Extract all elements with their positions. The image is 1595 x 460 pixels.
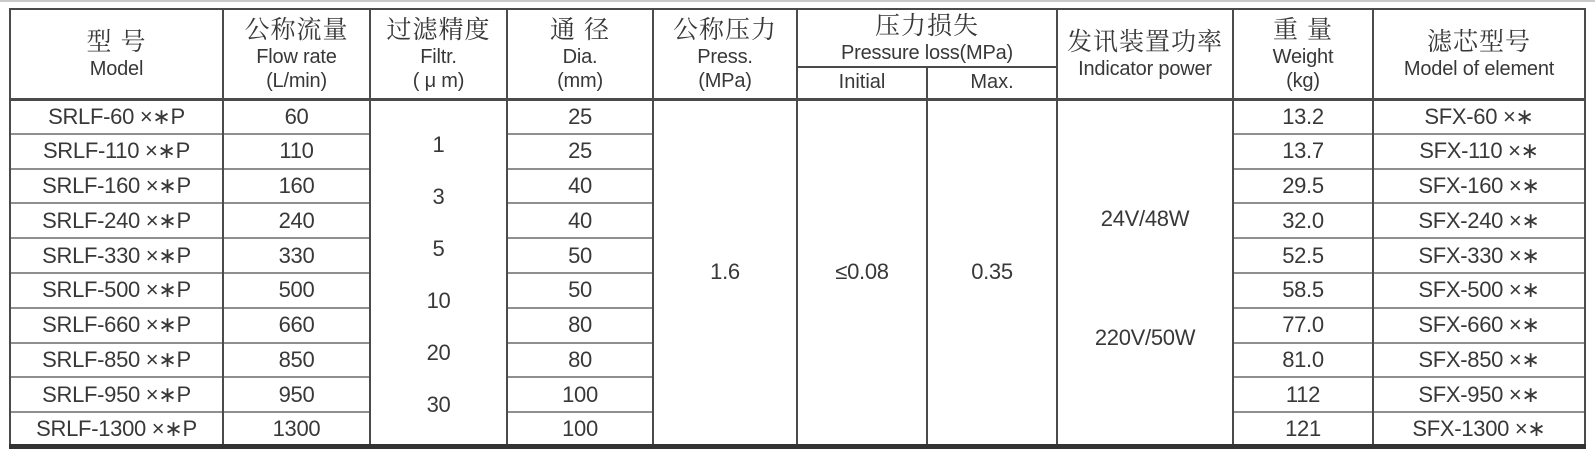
cell-flow: 1300 <box>223 412 370 447</box>
col-header-filtration-zh: 过滤精度 <box>386 15 491 44</box>
col-header-diameter-en: Dia. <box>562 45 598 68</box>
cell-element: SFX-850 ×∗ <box>1373 343 1585 378</box>
cell-model: SRLF-160 ×∗P <box>10 169 223 204</box>
col-header-pressure-unit: (MPa) <box>698 69 752 92</box>
col-header-pressure <box>653 9 797 99</box>
cell-element: SFX-240 ×∗ <box>1373 203 1585 238</box>
col-header-pressure-zh: 公称压力 <box>672 15 777 44</box>
pressure-loss-max-value: 0.35 <box>971 259 1013 285</box>
cell-weight: 121 <box>1233 412 1373 447</box>
cell-pressure-loss-initial <box>797 99 927 447</box>
col-header-diameter-unit: (mm) <box>557 69 603 92</box>
col-header-loss-max: Max. <box>927 67 1057 99</box>
table-row <box>10 99 1585 134</box>
col-header-flow-zh: 公称流量 <box>244 15 349 44</box>
cell-weight: 77.0 <box>1233 308 1373 343</box>
cell-model: SRLF-1300 ×∗P <box>10 412 223 447</box>
col-header-weight <box>1233 9 1373 99</box>
col-header-element-model-zh: 滤芯型号 <box>1426 27 1531 56</box>
col-header-pressure-en: Press. <box>697 45 753 68</box>
col-header-element-model-en: Model of element <box>1403 57 1555 80</box>
cell-model: SRLF-60 ×∗P <box>10 99 223 134</box>
col-header-model <box>10 9 223 99</box>
col-header-model-zh: 型 号 <box>86 27 147 56</box>
cell-weight: 112 <box>1233 377 1373 412</box>
cell-weight: 52.5 <box>1233 238 1373 273</box>
cell-element: SFX-60 ×∗ <box>1373 99 1585 134</box>
cell-weight: 58.5 <box>1233 273 1373 308</box>
cell-pressure-loss-max <box>927 99 1057 447</box>
cell-diameter: 100 <box>507 412 653 447</box>
cell-flow: 660 <box>223 308 370 343</box>
col-header-pressure-loss <box>797 9 1057 67</box>
col-header-weight-unit: (kg) <box>1286 69 1320 92</box>
filtration-value: 5 <box>432 236 445 262</box>
cell-element: SFX-1300 ×∗ <box>1373 412 1585 447</box>
col-header-weight-en: Weight <box>1272 45 1334 68</box>
indicator-power-value: 24V/48W <box>1100 205 1190 231</box>
col-header-filtration-unit: ( μ m) <box>412 69 465 92</box>
filtration-value: 30 <box>426 392 451 418</box>
cell-flow: 330 <box>223 238 370 273</box>
filtration-value: 10 <box>426 288 451 314</box>
cell-element: SFX-660 ×∗ <box>1373 308 1585 343</box>
cell-element: SFX-330 ×∗ <box>1373 238 1585 273</box>
cell-diameter: 50 <box>507 273 653 308</box>
cell-model: SRLF-850 ×∗P <box>10 343 223 378</box>
nominal-pressure-value: 1.6 <box>710 259 740 285</box>
cell-element: SFX-500 ×∗ <box>1373 273 1585 308</box>
col-header-indicator-power-zh: 发讯装置功率 <box>1066 27 1223 56</box>
cell-indicator-power <box>1057 99 1233 447</box>
col-header-flow-unit: (L/min) <box>266 69 327 92</box>
cell-flow: 500 <box>223 273 370 308</box>
page-top-rule <box>0 0 1595 2</box>
col-header-indicator-power-en: Indicator power <box>1078 57 1212 80</box>
cell-flow: 60 <box>223 99 370 134</box>
col-header-element-model <box>1373 9 1585 99</box>
cell-model: SRLF-660 ×∗P <box>10 308 223 343</box>
cell-element: SFX-950 ×∗ <box>1373 377 1585 412</box>
cell-diameter: 25 <box>507 99 653 134</box>
cell-weight: 13.2 <box>1233 99 1373 134</box>
col-header-pressure-loss-en: Pressure loss(MPa) <box>841 42 1013 64</box>
cell-model: SRLF-500 ×∗P <box>10 273 223 308</box>
cell-model: SRLF-110 ×∗P <box>10 134 223 169</box>
cell-element: SFX-110 ×∗ <box>1373 134 1585 169</box>
col-header-filtration <box>370 9 507 99</box>
cell-diameter: 80 <box>507 308 653 343</box>
col-header-loss-initial: Initial <box>797 67 927 99</box>
pressure-loss-initial-value: ≤0.08 <box>835 259 889 285</box>
cell-weight: 13.7 <box>1233 134 1373 169</box>
filtration-value: 1 <box>432 132 445 158</box>
col-header-diameter-zh: 通 径 <box>550 15 610 44</box>
col-header-weight-zh: 重 量 <box>1273 15 1333 44</box>
cell-diameter: 40 <box>507 169 653 204</box>
cell-flow: 160 <box>223 169 370 204</box>
cell-weight: 29.5 <box>1233 169 1373 204</box>
cell-model: SRLF-950 ×∗P <box>10 377 223 412</box>
cell-flow: 850 <box>223 343 370 378</box>
cell-filtration-merged <box>370 99 507 447</box>
col-header-diameter <box>507 9 653 99</box>
cell-model: SRLF-330 ×∗P <box>10 238 223 273</box>
indicator-power-value: 220V/50W <box>1094 325 1196 351</box>
col-header-indicator-power <box>1057 9 1233 99</box>
cell-flow: 110 <box>223 134 370 169</box>
col-header-pressure-loss-zh: 压力损失 <box>874 12 979 40</box>
cell-diameter: 40 <box>507 203 653 238</box>
cell-model: SRLF-240 ×∗P <box>10 203 223 238</box>
cell-flow: 240 <box>223 203 370 238</box>
filtration-value: 20 <box>426 340 451 366</box>
cell-weight: 81.0 <box>1233 343 1373 378</box>
col-header-model-en: Model <box>89 57 144 80</box>
filtration-value: 3 <box>432 184 445 210</box>
cell-diameter: 100 <box>507 377 653 412</box>
cell-flow: 950 <box>223 377 370 412</box>
cell-diameter: 80 <box>507 343 653 378</box>
cell-diameter: 50 <box>507 238 653 273</box>
col-header-filtration-en: Filtr. <box>420 45 457 68</box>
cell-diameter: 25 <box>507 134 653 169</box>
filter-spec-table <box>9 8 1586 449</box>
cell-nominal-pressure <box>653 99 797 447</box>
col-header-flow <box>223 9 370 99</box>
cell-element: SFX-160 ×∗ <box>1373 169 1585 204</box>
col-header-flow-en: Flow rate <box>256 45 337 68</box>
cell-weight: 32.0 <box>1233 203 1373 238</box>
